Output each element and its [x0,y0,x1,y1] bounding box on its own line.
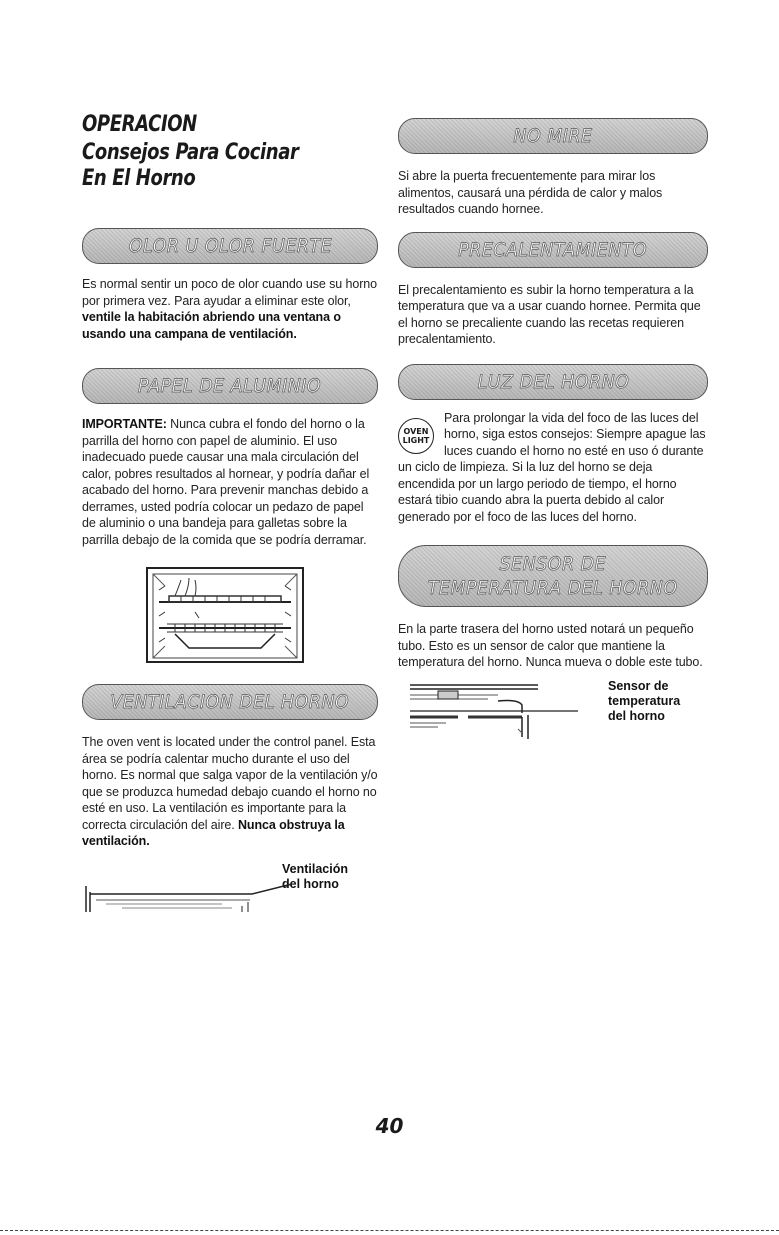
heading-papel [82,368,378,404]
heading-no-mire-text: NO MIRE [513,125,593,147]
page-number: 40 [375,1114,404,1138]
heading-sensor [398,545,708,607]
heading-olor [82,228,378,264]
oven-rack-illustration [145,566,305,664]
section-subtitle: Consejos Para Cocinar [82,140,299,165]
heading-no-mire [398,118,708,154]
heading-sensor-text-2: TEMPERATURA DEL HORNO [428,577,678,599]
section-subtitle-2: En El Horno [82,166,196,191]
sensor-caption [608,679,680,724]
section-title: OPERACION [82,112,197,137]
heading-luz [398,364,708,400]
oven-light-icon-line2: LIGHT [402,435,430,445]
page-bottom-rule [0,1230,779,1231]
vent-illustration [82,862,362,914]
sensor-caption-line2: temperatura [608,693,681,708]
luz-body [398,410,708,526]
ventilacion-paragraph [82,734,378,850]
heading-precalentamiento-text: PRECALENTAMIENTO [458,238,648,261]
heading-ventilacion-text: VENTILACION DEL HORNO [110,691,350,713]
heading-olor-text: OLOR U OLOR FUERTE [128,235,332,257]
precalentamiento-paragraph: El precalentamiento es subir la horno temperatura a la temperatura que va a usar cuando hornee. Permita que el horno se precaliente cuando las recetas requieren precalentamiento. [398,282,701,346]
ventilacion-text: The oven vent is located under the control panel. Esta área se podría calentar mucho durante el uso del horno. Es normal que salga vapor de la ventilación y/o que se produzca humedad debajo cuando el horno no esté en uso. La ventilación es importante para la correcta circulación del aire. [82,735,378,832]
no-mire-paragraph: Si abre la puerta frecuentemente para mirar los alimentos, causará una pérdida de calor y malos resultados cuando hornee. [398,169,663,216]
heading-precalentamiento [398,232,708,268]
papel-paragraph [82,416,378,548]
luz-paragraph: Para prolongar la vida del foco de las luces del horno, siga estos consejos: Siempre apague las luces cuando el horno no esté en uso ó durante un ciclo de limpieza. Si la luz del horno se deja encendida por un largo periodo de tiempo, el horno estará tibio cuando abra la puerta debido al calor generado por el foco de las luces del horno. [398,410,706,524]
heading-luz-text: LUZ DEL HORNO [477,370,629,393]
vent-drawing [82,862,362,914]
sensor-paragraph: En la parte trasera del horno usted notará un pequeño tubo. Esto es un sensor de calor que mantiene la temperatura del horno. Nunca mueva o doble este tubo. [398,622,703,669]
heading-ventilacion [82,684,378,720]
left-column [82,112,378,914]
sensor-caption-line3: del horno [608,708,665,723]
heading-sensor-text-1: SENSOR DE [499,553,607,575]
olor-text: Es normal sentir un poco de olor cuando use su horno por primera vez. Para ayudar a eliminar este olor, [82,277,377,308]
papel-text: Nunca cubra el fondo del horno o la parrilla del horno con papel de aluminio. El uso inadecuado puede causar una mala circulación del calor, pobres resultados al hornear, y podría dañar el acabado del horno. Para prevenir manchas debido a derrames, usted podría colocar un pedazo de papel de aluminio o una bandeja para galletas sobre la parrilla debajo de la comida que se podría derramar. [82,417,370,547]
ventilacion-text-bold: Nunca obstruya la ventilación. [82,817,345,848]
sensor-drawing [398,681,578,743]
sensor-caption-line1: Sensor de [608,678,669,693]
oven-light-icon [398,418,434,454]
vent-caption-line2: del horno [282,876,339,891]
heading-papel-text: PAPEL DE ALUMINIO [138,375,322,397]
oven-light-icon-line1: OVEN [403,426,429,436]
vent-caption-line1: Ventilación [282,861,348,876]
right-column [398,118,708,743]
sensor-illustration [398,678,698,743]
papel-lead: IMPORTANTE: [82,417,167,431]
olor-text-bold: ventile la habitación abriendo una ventana o usando una campana de ventilación. [82,310,341,341]
olor-paragraph [82,276,378,342]
